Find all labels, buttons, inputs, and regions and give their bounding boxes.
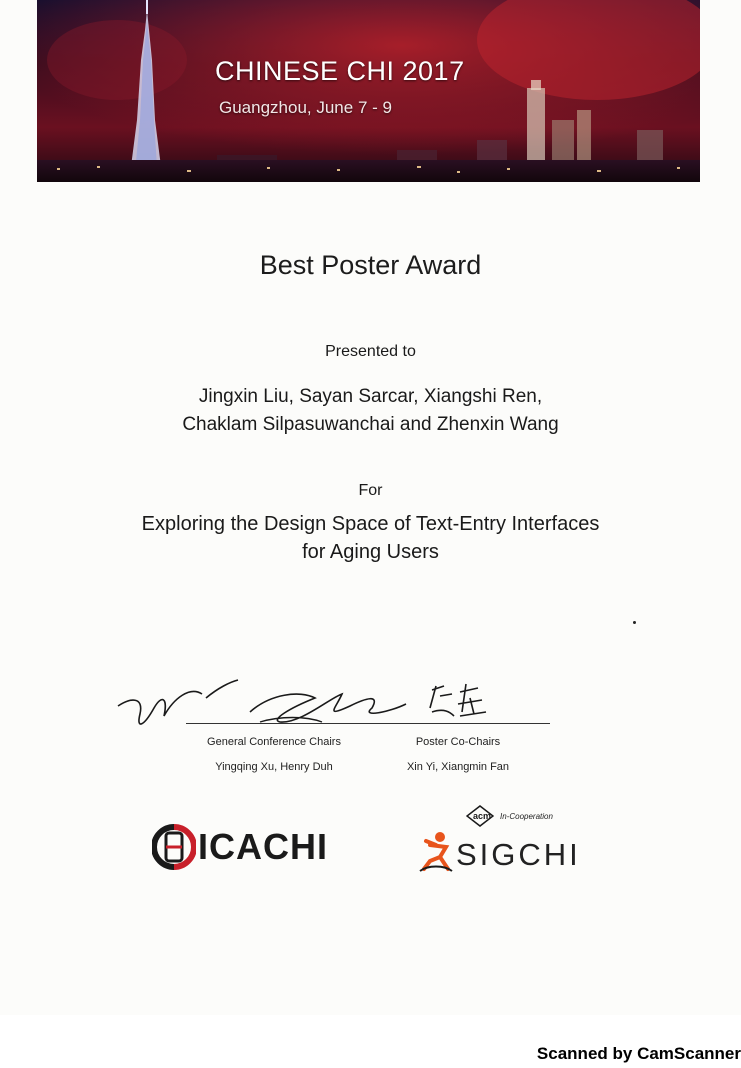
sigchi-figure-icon	[418, 831, 456, 873]
paper-title-line-2: for Aging Users	[302, 541, 439, 563]
recipient-names	[0, 383, 741, 439]
handwritten-signatures	[110, 668, 530, 738]
conference-location-date: Guangzhou, June 7 - 9	[219, 98, 392, 117]
presented-to-label: Presented to	[325, 343, 416, 360]
sigchi-logo	[418, 803, 598, 883]
icachi-wordmark: ICACHI	[198, 826, 328, 867]
scan-speck	[633, 621, 636, 624]
poster-chairs-role: Poster Co-Chairs	[415, 736, 501, 748]
sigchi-wordmark: SIGCHI	[456, 837, 581, 872]
general-chairs-names: Yingqing Xu, Henry Duh	[215, 761, 333, 773]
icachi-emblem-icon	[152, 823, 196, 871]
acm-in-cooperation-badge	[466, 805, 553, 827]
poster-chairs-names: Xin Yi, Xiangmin Fan	[406, 761, 510, 773]
recipient-names-line-1: Jingxin Liu, Sayan Sarcar, Xiangshi Ren,	[198, 386, 543, 407]
left-signature-line	[186, 723, 392, 724]
city-skyline-image	[37, 0, 700, 182]
conference-title: CHINESE CHI 2017	[215, 56, 465, 86]
general-chairs-role: General Conference Chairs	[207, 736, 341, 748]
camscanner-watermark: Scanned by CamScanner	[536, 1044, 741, 1063]
paper-title-line-1: Exploring the Design Space of Text-Entry Interfaces	[141, 513, 600, 535]
paper-title	[0, 510, 741, 566]
icachi-logo	[152, 822, 328, 872]
header-banner	[37, 0, 700, 182]
in-cooperation-label: In-Cooperation	[500, 811, 553, 821]
award-title: Best Poster Award	[259, 250, 482, 280]
acm-label: acm	[472, 811, 491, 821]
right-signature-line	[392, 723, 550, 724]
recipient-names-line-2: Chaklam Silpasuwanchai and Zhenxin Wang	[182, 414, 559, 435]
for-label: For	[358, 482, 383, 499]
